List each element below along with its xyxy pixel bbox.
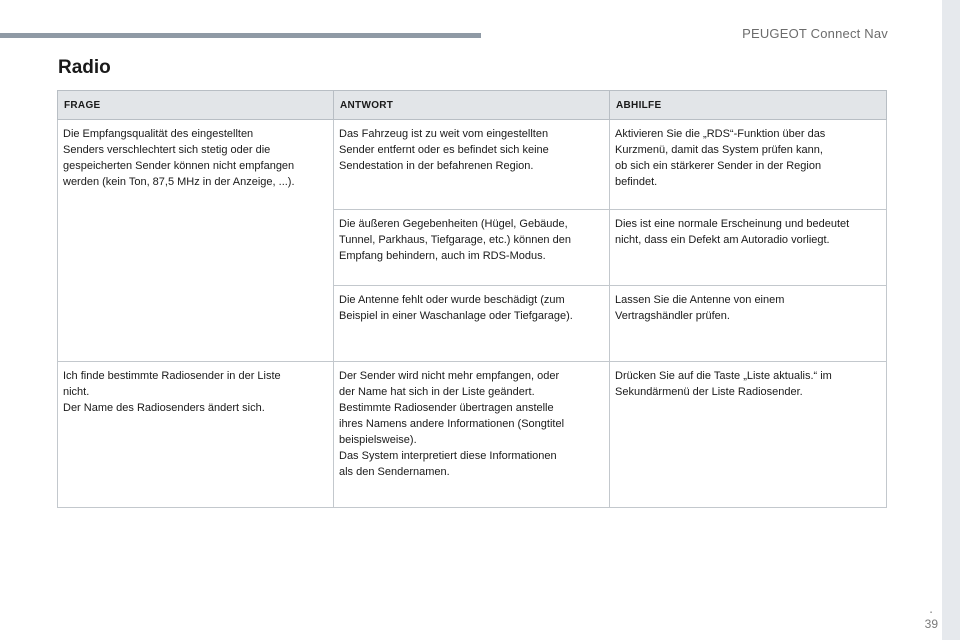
column-header-antwort: ANTWORT (334, 91, 610, 120)
page-title: Radio (58, 57, 111, 78)
question-cell: Ich finde bestimmte Radiosender in der Liste nicht. Der Name des Radiosenders ändert sich. (58, 362, 334, 508)
answer-cell: Der Sender wird nicht mehr empfangen, oder der Name hat sich in der Liste geändert. Bestimmte Radiosender übertragen anstelle ihres Namens andere Informationen (Songtitel beispielsweise). Das System interpretiert diese Informationen als den Sendernamen. (334, 362, 610, 508)
table-header-row (58, 91, 887, 120)
page-number: 39 (924, 617, 938, 631)
remedy-cell: Drücken Sie auf die Taste „Liste aktualis.“ im Sekundärmenü der Liste Radiosender. (610, 362, 887, 508)
column-header-abhilfe: ABHILFE (610, 91, 887, 120)
column-header-frage: FRAGE (58, 91, 334, 120)
remedy-cell: Lassen Sie die Antenne von einem Vertragshändler prüfen. (610, 286, 887, 362)
answer-cell: Das Fahrzeug ist zu weit vom eingestellten Sender entfernt oder es befindet sich keine Sendestation in der befahrenen Region. (334, 120, 610, 210)
question-cell: Die Empfangsqualität des eingestellten Senders verschlechtert sich stetig oder die gespeicherten Sender können nicht empfangen werden (kein Ton, 87,5 MHz in der Anzeige, ...). (58, 120, 334, 362)
remedy-cell: Dies ist eine normale Erscheinung und bedeutet nicht, dass ein Defekt am Autoradio vorliegt. (610, 210, 887, 286)
answer-cell: Die Antenne fehlt oder wurde beschädigt (zum Beispiel in einer Waschanlage oder Tiefgarage). (334, 286, 610, 362)
header-brand: PEUGEOT Connect Nav (742, 26, 888, 41)
remedy-cell: Aktivieren Sie die „RDS“-Funktion über das Kurzmenü, damit das System prüfen kann, ob sich ein stärkerer Sender in der Region befindet. (610, 120, 887, 210)
table-row (58, 120, 887, 210)
faq-table (57, 90, 887, 508)
header-rule (0, 33, 481, 38)
table-row (58, 362, 887, 508)
answer-cell: Die äußeren Gegebenheiten (Hügel, Gebäude, Tunnel, Parkhaus, Tiefgarage, etc.) können den Empfang behindern, auch im RDS-Modus. (334, 210, 610, 286)
corner-mark: . (929, 600, 933, 616)
side-margin-band (942, 0, 960, 640)
